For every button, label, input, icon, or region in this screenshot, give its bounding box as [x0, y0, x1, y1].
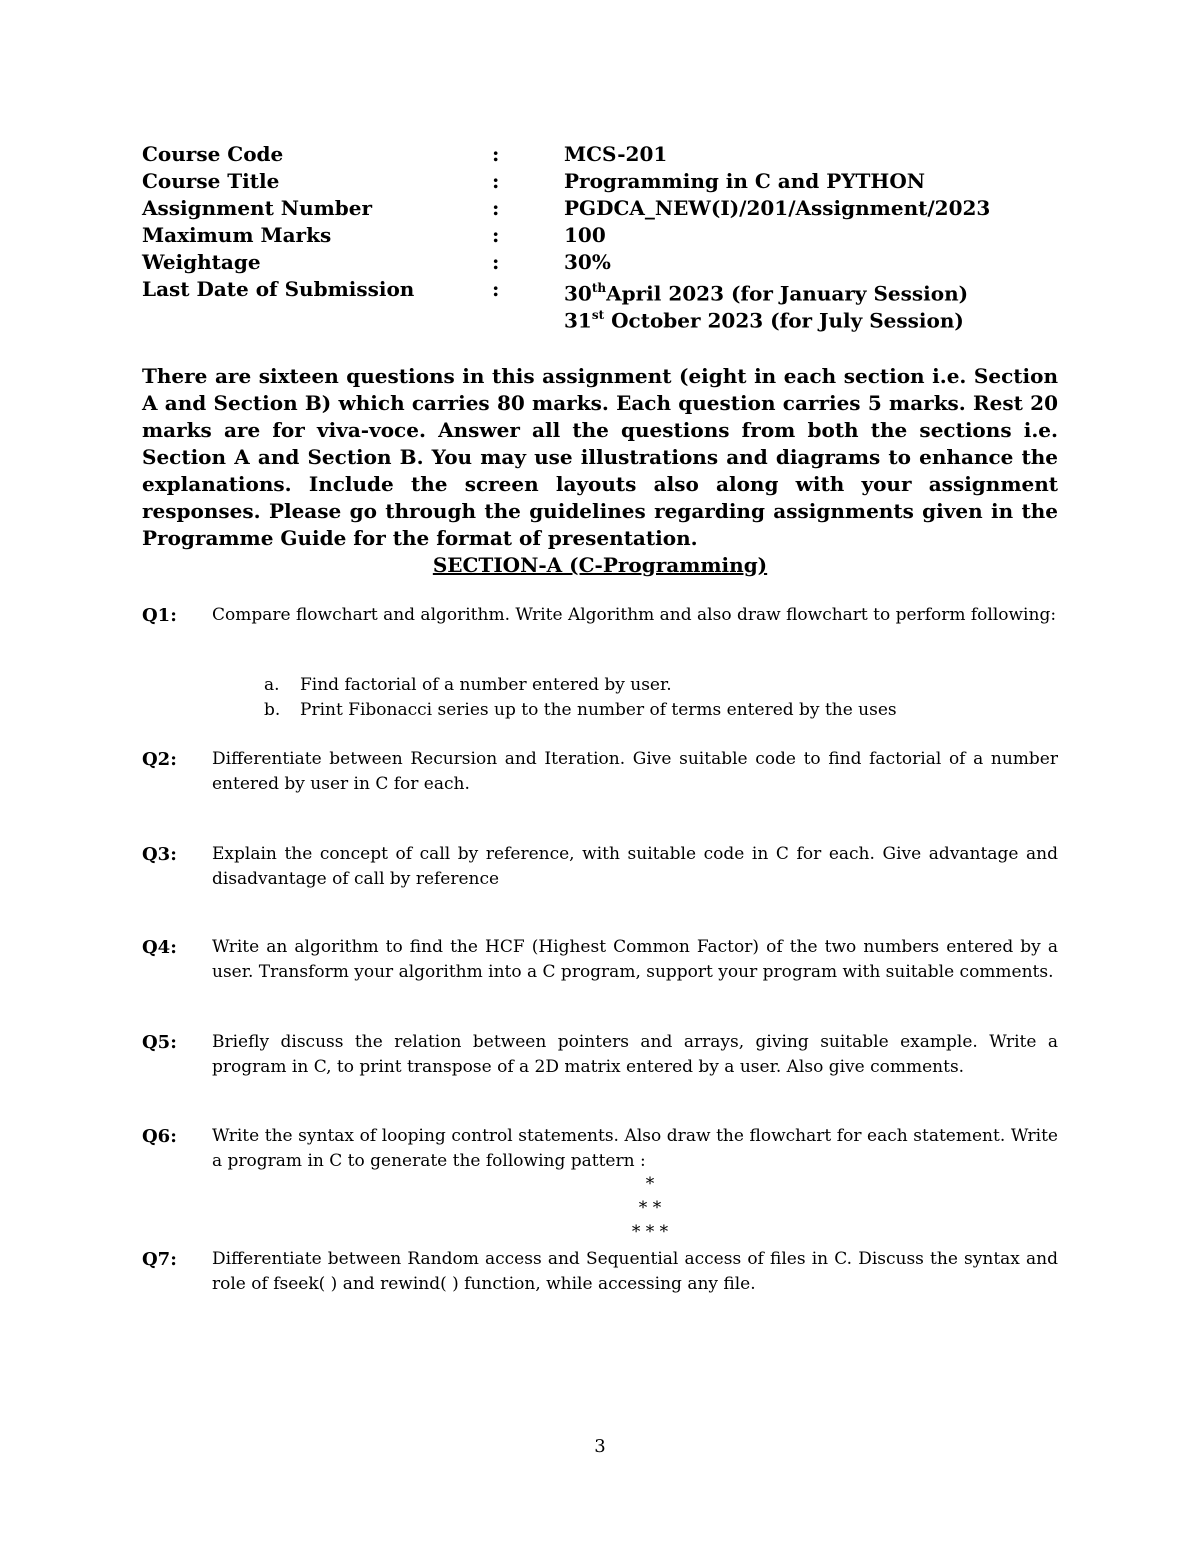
info-colon: : — [492, 169, 500, 193]
info-label: Course Code — [142, 142, 284, 166]
question-number: Q6: — [142, 1126, 177, 1147]
question-text: Write an algorithm to find the HCF (Highest Common Factor) of the two numbers entered by a user. Transform your algorithm into a C program, support your program with suitable comments. — [212, 937, 1058, 982]
info-value: PGDCA_NEW(I)/201/Assignment/2023 — [564, 196, 991, 220]
assignment-number-row — [142, 195, 1042, 222]
question-text: Differentiate between Recursion and Iteration. Give suitable code to find factorial of a number entered by user in C for each. — [212, 749, 1058, 794]
submission-date-row-2 — [142, 303, 1042, 333]
pattern-line-1: * — [645, 1174, 655, 1194]
course-info-table — [142, 141, 1042, 333]
date-ordinal: st — [591, 308, 605, 322]
course-code-row — [142, 141, 1042, 168]
subitem-text: Find factorial of a number entered by user. — [300, 675, 672, 695]
question-text: Differentiate between Random access and Sequential access of files in C. Discuss the syntax and role of fseek( ) and rewind( ) function, while accessing any file. — [212, 1249, 1058, 1294]
maximum-marks-row — [142, 222, 1042, 249]
date-day: 30 — [564, 281, 592, 306]
intro-paragraph: There are sixteen questions in this assignment (eight in each section i.e. Section A and Section B) which carries 80 marks. Each question carries 5 marks. Rest 20 marks are for viva-voce. Answer all the questions from both the sections i.e. Section A and Section B. You may use illustrations and diagrams to enhance the explanations. Include the screen layouts also along with your assignment responses. Please go through the guidelines regarding assignments given in the Programme Guide for the format of presentation. — [142, 364, 1058, 550]
info-label: Assignment Number — [142, 196, 373, 220]
question-4 — [142, 935, 1058, 985]
pattern-line-3: * * * — [631, 1222, 669, 1242]
question-3 — [142, 842, 1058, 892]
date-rest: April 2023 (for January Session) — [606, 281, 969, 306]
weightage-row — [142, 249, 1042, 276]
date-ordinal: th — [591, 281, 607, 295]
date-day: 31 — [564, 308, 592, 333]
info-colon: : — [492, 196, 500, 220]
page-number: 3 — [594, 1436, 606, 1457]
info-label: Maximum Marks — [142, 223, 332, 247]
info-label: Weightage — [142, 250, 261, 274]
submission-date-row — [142, 276, 1042, 306]
subitem-text: Print Fibonacci series up to the number of terms entered by the uses — [300, 700, 897, 720]
course-title-row — [142, 168, 1042, 195]
question-number: Q2: — [142, 749, 177, 770]
q1-subitem-b — [264, 698, 897, 723]
question-number: Q7: — [142, 1249, 177, 1270]
july-session-date — [564, 303, 964, 335]
question-7 — [142, 1247, 1058, 1297]
info-value: Programming in C and PYTHON — [564, 169, 926, 193]
question-number: Q4: — [142, 937, 177, 958]
question-text: Compare flowchart and algorithm. Write Algorithm and also draw flowchart to perform following: — [212, 605, 1057, 625]
info-value: MCS-201 — [564, 142, 668, 166]
info-colon: : — [492, 277, 500, 301]
question-text: Explain the concept of call by reference, with suitable code in C for each. Give advantage and disadvantage of call by reference — [212, 844, 1058, 889]
info-value: 30% — [564, 250, 611, 274]
date-rest: October 2023 (for July Session) — [604, 308, 964, 333]
section-heading: SECTION-A (C-Programming) — [432, 553, 768, 577]
question-number: Q1: — [142, 605, 177, 626]
question-6 — [142, 1124, 1058, 1174]
question-number: Q5: — [142, 1032, 177, 1053]
question-1 — [142, 603, 1058, 628]
question-number: Q3: — [142, 844, 177, 865]
info-colon: : — [492, 142, 500, 166]
subitem-letter: b. — [264, 700, 281, 720]
info-label: Course Title — [142, 169, 280, 193]
subitem-letter: a. — [264, 675, 280, 695]
info-label: Last Date of Submission — [142, 277, 415, 301]
question-text: Briefly discuss the relation between pointers and arrays, giving suitable example. Write a program in C, to print transpose of a 2D matrix entered by a user. Also give comments. — [212, 1032, 1058, 1077]
question-2 — [142, 747, 1058, 797]
info-value: 100 — [564, 223, 606, 247]
question-5 — [142, 1030, 1058, 1080]
question-text: Write the syntax of looping control statements. Also draw the flowchart for each statement. Write a program in C to generate the following pattern : — [212, 1126, 1058, 1171]
info-colon: : — [492, 223, 500, 247]
info-colon: : — [492, 250, 500, 274]
q1-subitem-a — [264, 673, 672, 698]
pattern-line-2: * * — [638, 1198, 662, 1218]
